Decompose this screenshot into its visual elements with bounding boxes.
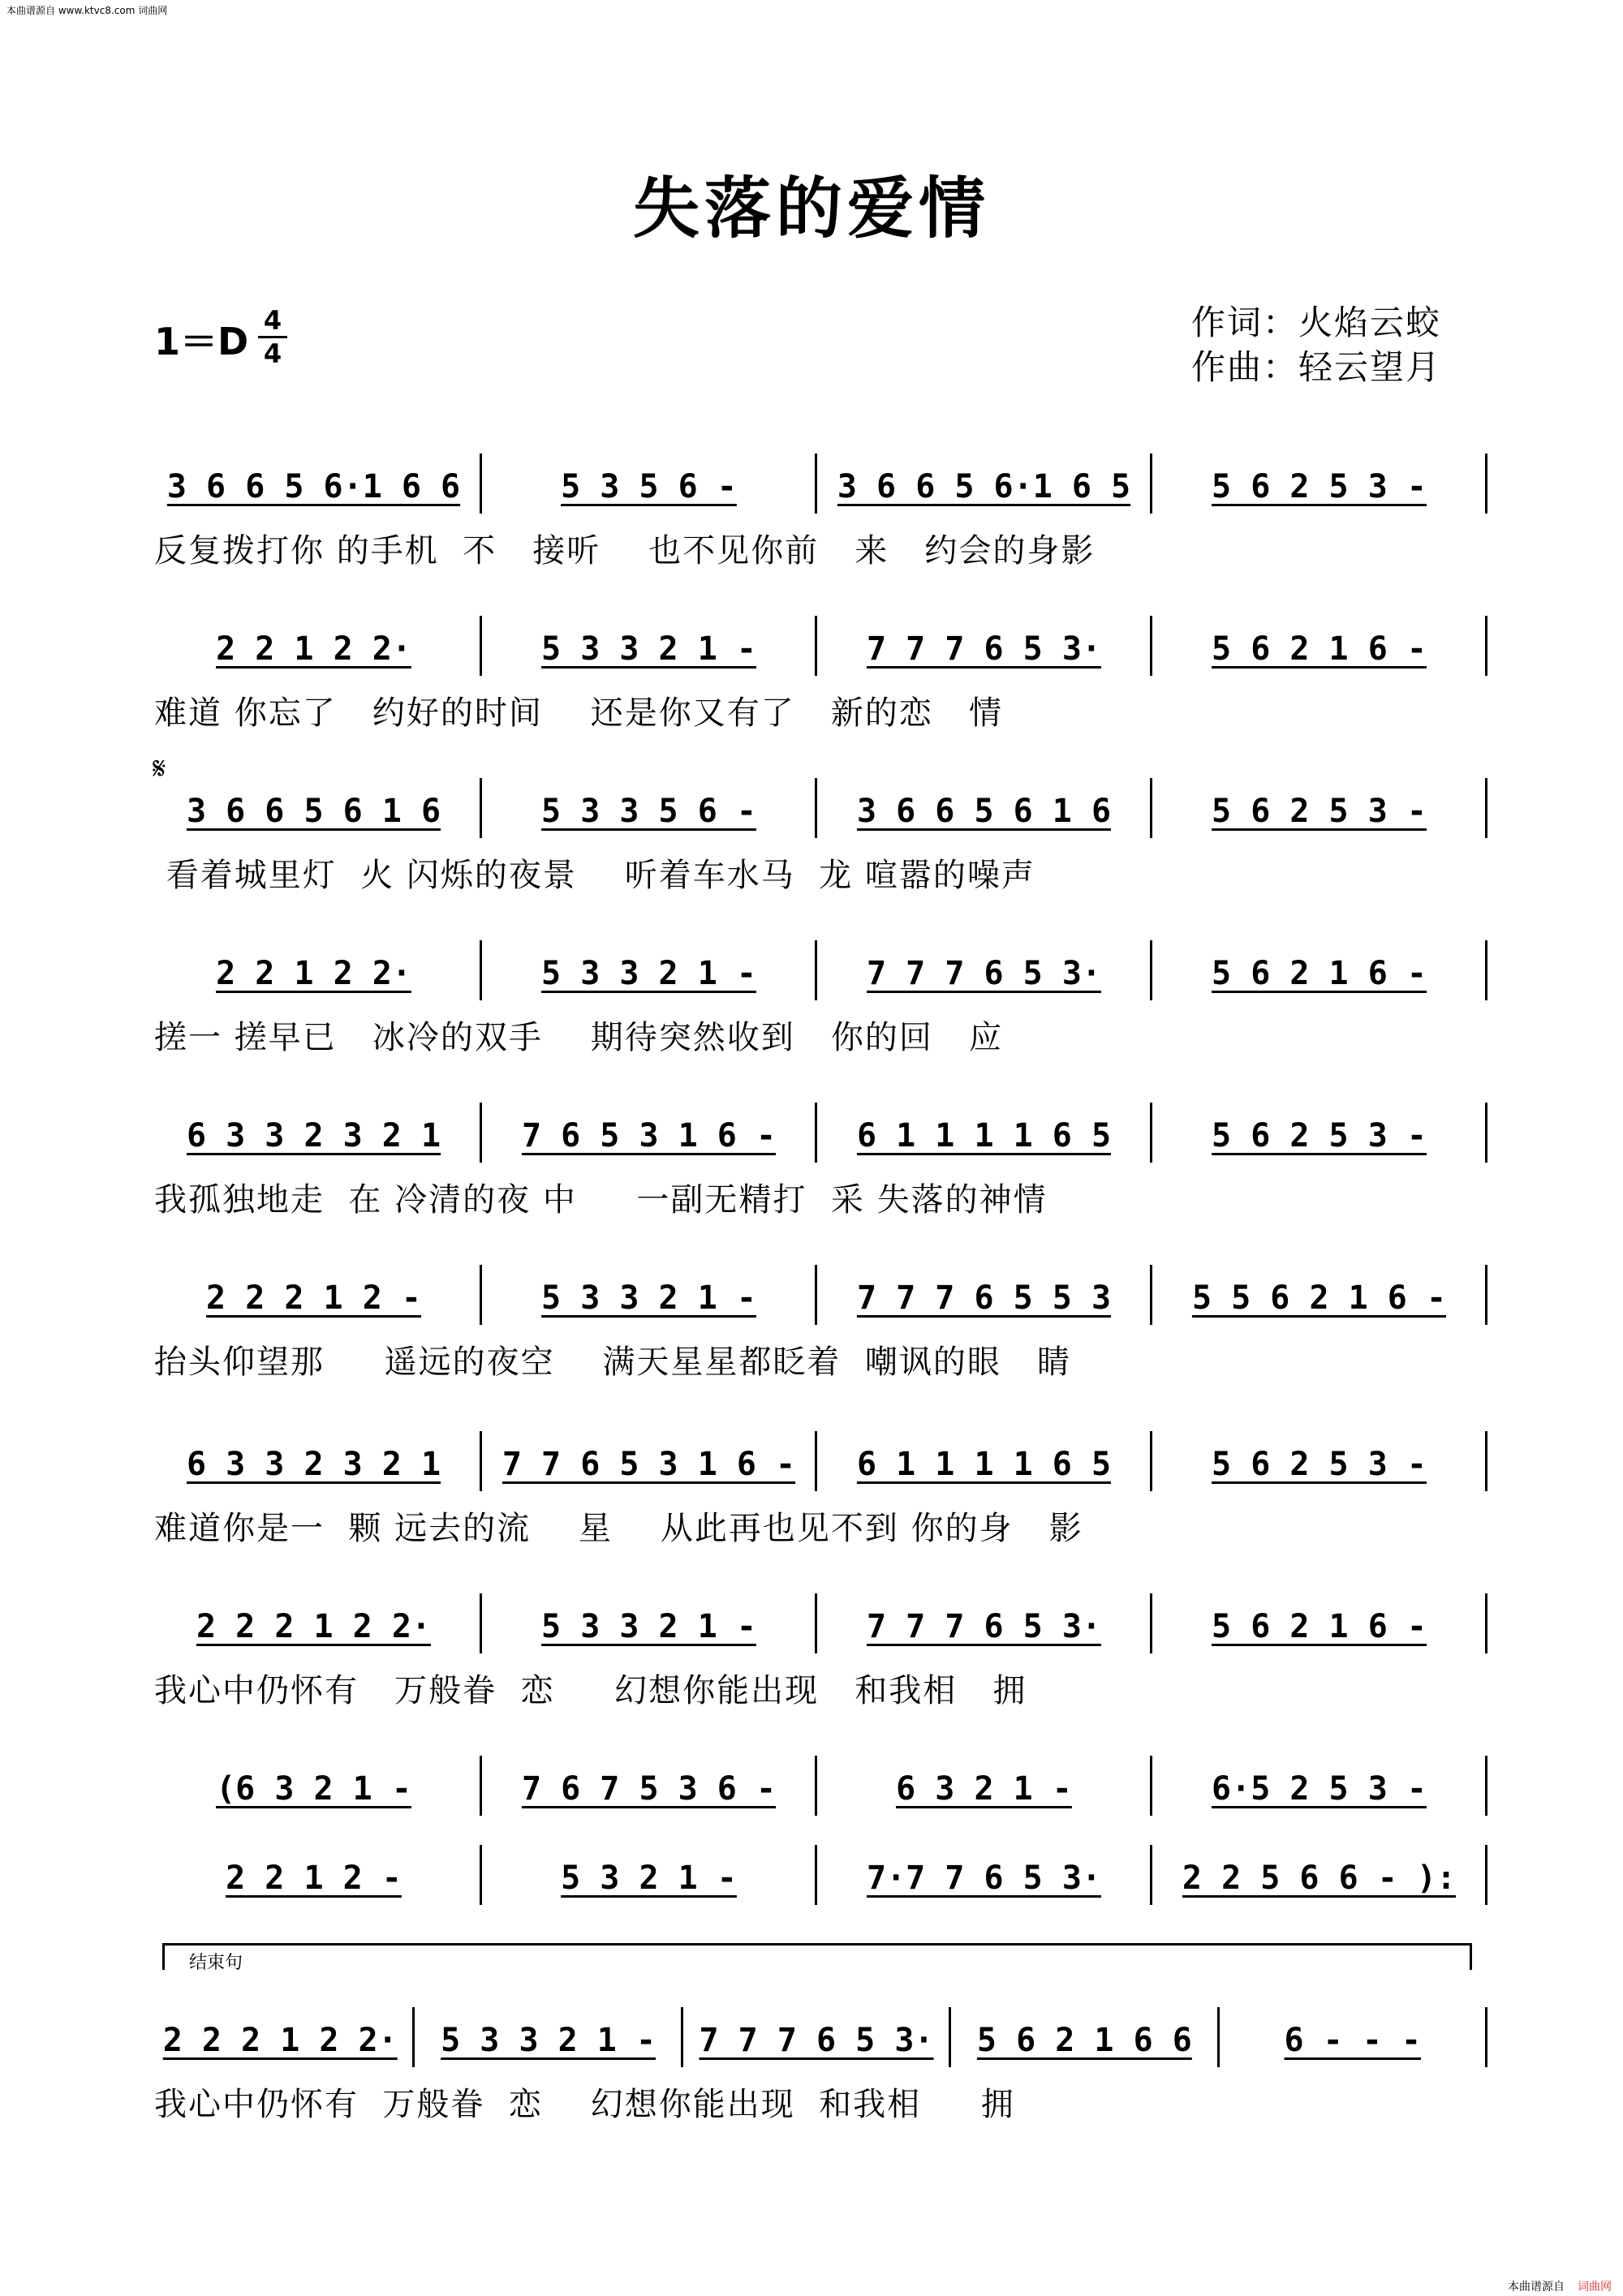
measure <box>488 458 810 515</box>
measure <box>1158 621 1480 677</box>
barline <box>1485 1845 1487 1905</box>
barline <box>815 1593 817 1653</box>
barline <box>480 454 482 514</box>
measure <box>153 458 475 515</box>
measure <box>823 1598 1145 1655</box>
barline <box>1485 1103 1487 1163</box>
measure-notes: 3 6 6 5 6 1 6 <box>186 793 441 830</box>
measure <box>488 783 810 840</box>
measure-notes: (6 3 2 1 - <box>216 1770 411 1808</box>
measure-notes: 5 6 2 5 3 - <box>1212 468 1427 505</box>
barline <box>480 1265 482 1325</box>
barline <box>1485 940 1487 1000</box>
notation-row <box>146 1850 1487 1907</box>
measure-notes: 5 3 3 2 1 - <box>541 1279 756 1317</box>
barline <box>1150 454 1152 514</box>
measure-notes: 5 3 2 1 - <box>561 1860 737 1897</box>
notation-row <box>146 945 1487 1002</box>
measure-notes: 5 3 3 2 1 - <box>541 630 756 668</box>
measure-notes: 7 7 7 6 5 3· <box>699 2022 934 2059</box>
measure-notes: 2 2 1 2 2· <box>216 630 411 668</box>
time-signature <box>258 307 287 368</box>
measure-notes: 6 3 3 2 3 2 1 <box>186 1117 441 1154</box>
barline <box>815 454 817 514</box>
measure <box>153 1436 475 1493</box>
measure <box>823 1761 1145 1817</box>
measure <box>420 2012 675 2069</box>
barline <box>815 1845 817 1905</box>
barline <box>1485 2007 1487 2067</box>
measure <box>488 621 810 677</box>
measure <box>488 1270 810 1326</box>
measure-notes: 5 6 2 1 6 - <box>1212 630 1427 668</box>
watermark-source: 本曲谱源自 <box>1508 2281 1565 2294</box>
measure-notes: 5 5 6 2 1 6 - <box>1191 1279 1447 1317</box>
barline <box>1150 1265 1152 1325</box>
measure <box>1158 783 1480 840</box>
measure-notes: 7 6 7 5 3 6 - <box>521 1770 777 1808</box>
barline <box>1217 2007 1220 2067</box>
barline <box>815 1756 817 1816</box>
measure-notes: 5 3 3 2 1 - <box>541 1608 756 1645</box>
measure <box>488 1436 810 1493</box>
measure-notes: 5 3 5 6 - <box>561 468 737 505</box>
measure <box>689 2012 944 2069</box>
measure-notes: 5 6 2 1 6 - <box>1212 955 1427 992</box>
measure-notes: 3 6 6 5 6 1 6 <box>856 793 1112 830</box>
measure-notes: 3 6 6 5 6·1 6 6 <box>166 468 461 505</box>
lyric-line: 反复拨打你 的手机 不 接听 也不见你前 来 约会的身影 <box>154 532 1096 570</box>
barline <box>815 1265 817 1325</box>
measure-notes: 6·5 2 5 3 - <box>1212 1770 1427 1808</box>
barline <box>480 1431 482 1491</box>
barline <box>1485 1593 1487 1653</box>
measure <box>957 2012 1212 2069</box>
watermark-site: 词曲网 <box>1578 2281 1612 2294</box>
measure-notes: 3 6 6 5 6·1 6 5 <box>837 468 1131 505</box>
barline <box>1485 1756 1487 1816</box>
measure <box>1158 1761 1480 1817</box>
notation-row <box>146 2012 1487 2069</box>
barline <box>815 940 817 1000</box>
barline <box>1150 1431 1152 1491</box>
barline <box>815 1431 817 1491</box>
key-signature: 1＝D <box>154 320 249 363</box>
measure <box>153 1598 475 1655</box>
measure-notes: 2 2 2 1 2 2· <box>162 2022 398 2059</box>
barline <box>1485 1265 1487 1325</box>
meter-bottom: 4 <box>263 338 282 369</box>
measure <box>1158 1436 1480 1493</box>
ending-bracket <box>162 1943 1472 1973</box>
measure-notes: 7 7 7 6 5 3· <box>867 1608 1101 1645</box>
measure-notes: 5 6 2 1 6 - <box>1212 1608 1427 1645</box>
notation-row <box>146 783 1487 840</box>
lyric-line: 我心中仍怀有 万般眷 恋 幻想你能出现 和我相 拥 <box>154 2086 1015 2123</box>
notation-row <box>146 1761 1487 1817</box>
measure <box>153 2012 407 2069</box>
measure-notes: 6 3 2 1 - <box>896 1770 1072 1808</box>
measure <box>823 945 1145 1002</box>
measure-notes: 6 - - - <box>1284 2022 1422 2059</box>
barline <box>1150 940 1152 1000</box>
measure <box>823 1270 1145 1326</box>
notation-row <box>146 621 1487 677</box>
composer-credit: 作曲：轻云望月 <box>1191 347 1442 387</box>
measure-notes: 5 6 2 5 3 - <box>1212 793 1427 830</box>
barline <box>1485 1431 1487 1491</box>
measure-notes: 6 1 1 1 1 6 5 <box>856 1446 1112 1483</box>
measure <box>823 1436 1145 1493</box>
barline <box>815 1103 817 1163</box>
barline <box>1150 616 1152 676</box>
measure-notes: 5 3 3 2 1 - <box>441 2022 657 2059</box>
measure <box>153 1270 475 1326</box>
barline <box>480 940 482 1000</box>
measure-notes: 2 2 1 2 2· <box>216 955 411 992</box>
barline <box>1485 454 1487 514</box>
barline <box>480 1756 482 1816</box>
measure-notes: 2 2 2 1 2 - <box>206 1279 421 1317</box>
measure-notes: 2 2 5 6 6 - ): <box>1182 1860 1457 1897</box>
measure <box>488 1598 810 1655</box>
measure <box>153 783 475 840</box>
measure-notes: 6 3 3 2 3 2 1 <box>186 1446 441 1483</box>
measure <box>153 1107 475 1164</box>
measure <box>153 1850 475 1907</box>
notation-row <box>146 1598 1487 1655</box>
barline <box>681 2007 683 2067</box>
measure-notes: 5 6 2 1 6 6 <box>976 2022 1192 2059</box>
segno-sign: 𝄋 <box>153 750 166 786</box>
lyric-line: 难道 你忘了 约好的时间 还是你又有了 新的恋 情 <box>154 694 1004 732</box>
barline <box>480 778 482 838</box>
barline <box>480 1103 482 1163</box>
measure <box>823 783 1145 840</box>
measure <box>1158 1270 1480 1326</box>
barline <box>480 1845 482 1905</box>
measure-notes: 7 7 7 6 5 3· <box>867 630 1101 668</box>
lyricist-credit: 作词：火焰云蛟 <box>1191 303 1442 342</box>
measure <box>1225 2012 1480 2069</box>
measure <box>488 1107 810 1164</box>
barline <box>1150 1845 1152 1905</box>
measure <box>823 1107 1145 1164</box>
lyric-line: 搓一 搓早已 冰冷的双手 期待突然收到 你的回 应 <box>154 1019 1004 1056</box>
measure-notes: 7 7 7 6 5 5 3 <box>856 1279 1112 1317</box>
barline <box>1485 616 1487 676</box>
measure <box>488 1850 810 1907</box>
measure <box>1158 1107 1480 1164</box>
lyric-line: 我孤独地走 在 冷清的夜 中 一副无精打 采 失落的神情 <box>154 1181 1048 1219</box>
meter-top: 4 <box>263 305 282 336</box>
measure-notes: 7 7 6 5 3 1 6 - <box>502 1446 796 1483</box>
measure-notes: 7 6 5 3 1 6 - <box>521 1117 777 1154</box>
barline <box>949 2007 951 2067</box>
measure-notes: 5 3 3 2 1 - <box>541 955 756 992</box>
barline <box>1150 1103 1152 1163</box>
ending-label: 结束句 <box>189 1953 243 1973</box>
barline <box>412 2007 415 2067</box>
barline <box>1150 778 1152 838</box>
measure <box>153 945 475 1002</box>
measure <box>1158 1850 1480 1907</box>
measure <box>1158 1598 1480 1655</box>
measure-notes: 6 1 1 1 1 6 5 <box>856 1117 1112 1154</box>
lyric-line: 抬头仰望那 遥远的夜空 满天星星都眨着 嘲讽的眼 睛 <box>154 1344 1072 1381</box>
lyric-line: 难道你是一 颗 远去的流 星 从此再也见不到 你的身 影 <box>154 1510 1083 1547</box>
measure-notes: 5 6 2 5 3 - <box>1212 1446 1427 1483</box>
measure-notes: 2 2 2 1 2 2· <box>196 1608 431 1645</box>
site-watermark-top: 本曲谱源自 www.ktvc8.com 词曲网 <box>6 5 168 16</box>
measure <box>153 621 475 677</box>
measure <box>1158 945 1480 1002</box>
measure <box>488 1761 810 1817</box>
barline <box>815 778 817 838</box>
barline <box>815 616 817 676</box>
measure <box>488 945 810 1002</box>
measure <box>823 621 1145 677</box>
notation-row <box>146 458 1487 515</box>
measure-notes: 5 3 3 5 6 - <box>541 793 756 830</box>
measure-notes: 7 7 7 6 5 3· <box>867 955 1101 992</box>
measure <box>153 1761 475 1817</box>
barline <box>480 616 482 676</box>
measure-notes: 2 2 1 2 - <box>226 1860 402 1897</box>
site-watermark-bottom <box>1508 2278 1612 2294</box>
lyric-line: 我心中仍怀有 万般眷 恋 幻想你能出现 和我相 拥 <box>154 1672 1027 1709</box>
notation-row <box>146 1270 1487 1326</box>
lyric-line: 看着城里灯 火 闪烁的夜景 听着车水马 龙 喧嚣的噪声 <box>154 857 1035 894</box>
song-title: 失落的爱情 <box>632 170 990 247</box>
notation-row <box>146 1107 1487 1164</box>
measure <box>823 458 1145 515</box>
measure-notes: 7·7 7 6 5 3· <box>867 1860 1101 1897</box>
barline <box>1485 778 1487 838</box>
measure <box>1158 458 1480 515</box>
measure <box>823 1850 1145 1907</box>
measure-notes: 5 6 2 5 3 - <box>1212 1117 1427 1154</box>
notation-row <box>146 1436 1487 1493</box>
barline <box>1150 1756 1152 1816</box>
barline <box>480 1593 482 1653</box>
barline <box>1150 1593 1152 1653</box>
